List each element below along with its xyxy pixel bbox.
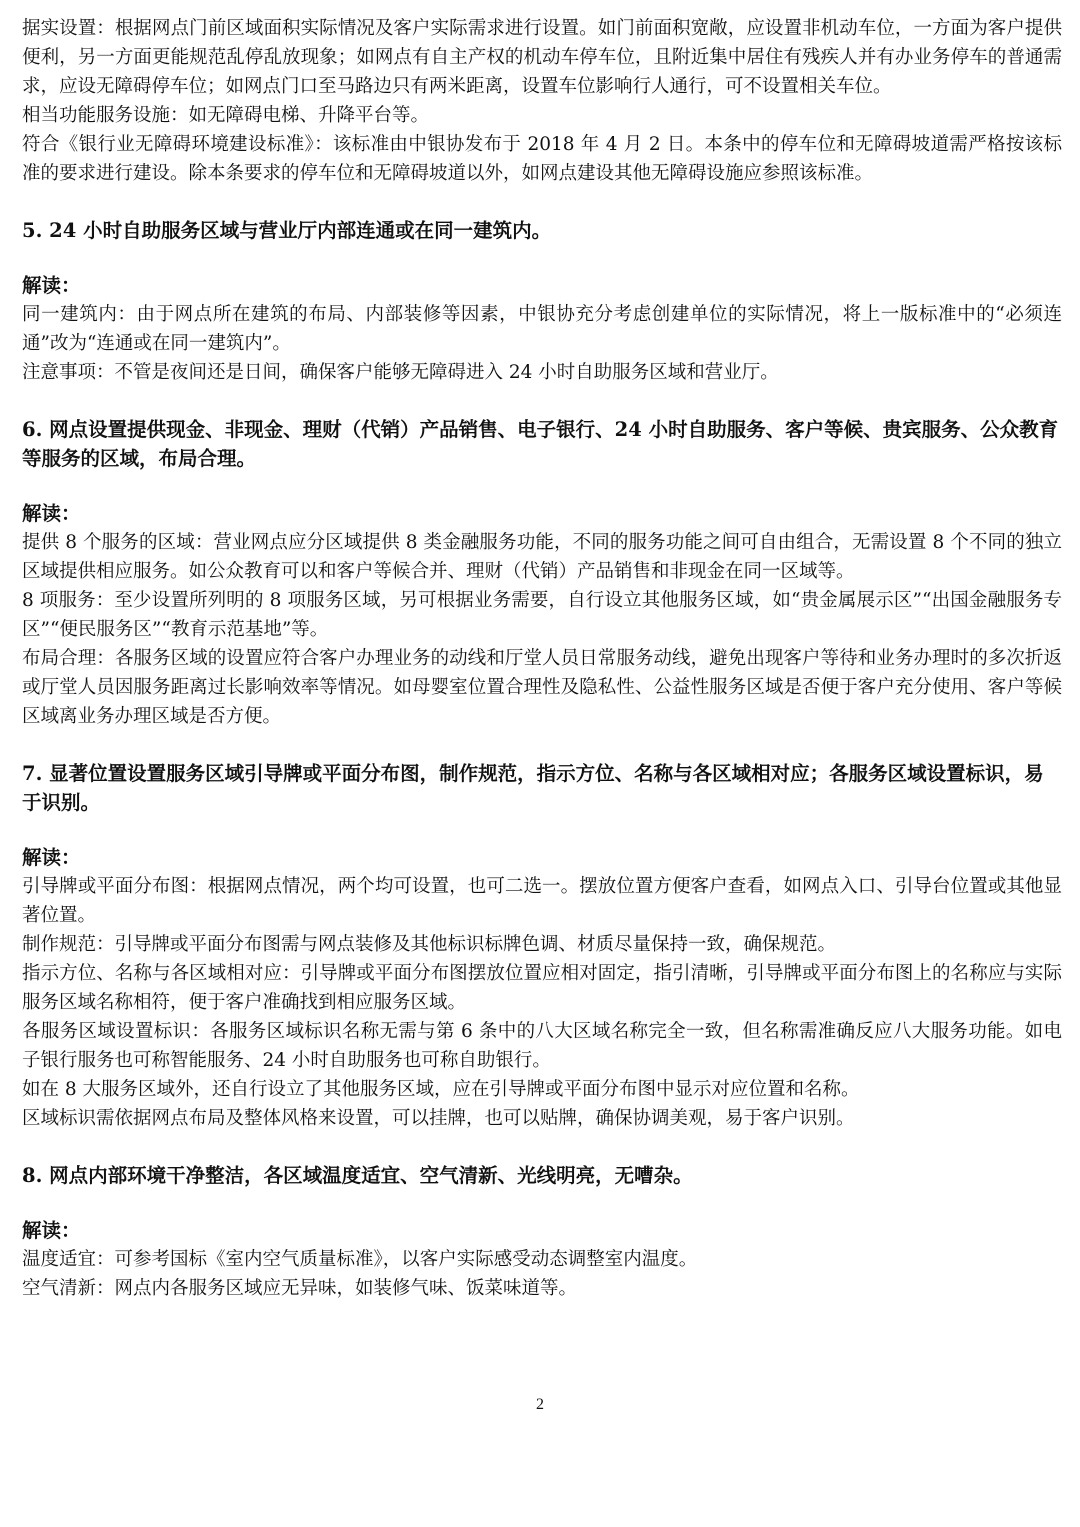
section-8: [22, 1161, 1062, 1303]
paragraph: 各服务区域设置标识：各服务区域标识名称无需与第 6 条中的八大区域名称完全一致，但名称需准确反应八大服务功能。如电子银行服务也可称智能服务、24 小时自助服务也可称自助银行。: [22, 1021, 1062, 1071]
paragraph: 温度适宜：可参考国标《室内空气质量标准》，以客户实际感受动态调整室内温度。: [22, 1249, 698, 1270]
section-heading: 6. 网点设置提供现金、非现金、理财（代销）产品销售、电子银行、24 小时自助服务、客户等候、贵宾服务、公众教育等服务的区域，布局合理。: [22, 418, 1059, 470]
paragraph: 提供 8 个服务的区域：营业网点应分区域提供 8 类金融服务功能，不同的服务功能之间可自由组合，无需设置 8 个不同的独立区域提供相应服务。如公众教育可以和客户等候合并、理财（代销）产品销售和非现金在同一区域等。: [22, 532, 1062, 582]
paragraph: 空气清新：网点内各服务区域应无异味，如装修气味、饭菜味道等。: [22, 1278, 578, 1299]
paragraph: 据实设置：根据网点门前区域面积实际情况及客户实际需求进行设置。如门前面积宽敞，应设置非机动车位，一方面为客户提供便利，另一方面更能规范乱停乱放现象；如网点有自主产权的机动车停车位，且附近集中居住有残疾人并有办业务停车的普通需求，应设无障碍停车位；如网点门口至马路边只有两米距离，设置车位影响行人通行，可不设置相关车位。: [22, 18, 1062, 97]
paragraph: 如在 8 大服务区域外，还自行设立了其他服务区域，应在引导牌或平面分布图中显示对应位置和名称。: [22, 1079, 860, 1100]
paragraph: 相当功能服务设施：如无障碍电梯、升降平台等。: [22, 105, 430, 126]
interpretation-label: 解读：: [22, 846, 81, 869]
section-5: [22, 216, 1062, 387]
paragraph: 符合《银行业无障碍环境建设标准》：该标准由中银协发布于 2018 年 4 月 2 日。本条中的停车位和无障碍坡道需严格按该标准的要求进行建设。除本条要求的停车位和无障碍坡道以外，如网点建设其他无障碍设施应参照该标准。: [22, 134, 1062, 184]
paragraph: 指示方位、名称与各区域相对应：引导牌或平面分布图摆放位置应相对固定，指引清晰，引导牌或平面分布图上的名称应与实际服务区域名称相符，便于客户准确找到相应服务区域。: [22, 963, 1062, 1013]
interpretation-label: 解读：: [22, 274, 81, 297]
section-6: [22, 415, 1062, 731]
interpretation-label: 解读：: [22, 502, 81, 525]
paragraph: 注意事项：不管是夜间还是日间，确保客户能够无障碍进入 24 小时自助服务区域和营业厅。: [22, 362, 779, 383]
page-number: 2: [536, 1396, 544, 1413]
paragraph: 区域标识需依据网点布局及整体风格来设置，可以挂牌，也可以贴牌，确保协调美观，易于客户识别。: [22, 1108, 855, 1129]
paragraph: 布局合理：各服务区域的设置应符合客户办理业务的动线和厅堂人员日常服务动线，避免出现客户等待和业务办理时的多次折返或厅堂人员因服务距离过长影响效率等情况。如母婴室位置合理性及隐私性、公益性服务区域是否便于客户充分使用、客户等候区域离业务办理区域是否方便。: [22, 648, 1062, 727]
paragraph: 8 项服务：至少设置所列明的 8 项服务区域，另可根据业务需要，自行设立其他服务区域，如“贵金属展示区”“出国金融服务专区”“便民服务区”“教育示范基地”等。: [22, 590, 1062, 640]
section-heading: 8. 网点内部环境干净整洁，各区域温度适宜、空气清新、光线明亮，无嘈杂。: [22, 1164, 693, 1187]
interpretation-label: 解读：: [22, 1219, 81, 1242]
section-7: [22, 759, 1062, 1133]
paragraph: 制作规范：引导牌或平面分布图需与网点装修及其他标识标牌色调、材质尽量保持一致，确保规范。: [22, 934, 837, 955]
section-heading: 5. 24 小时自助服务区域与营业厅内部连通或在同一建筑内。: [22, 219, 552, 242]
paragraph: 引导牌或平面分布图：根据网点情况，两个均可设置，也可二选一。摆放位置方便客户查看，如网点入口、引导台位置或其他显著位置。: [22, 876, 1062, 926]
intro-block: [22, 14, 1062, 188]
document-page: [22, 14, 1062, 1303]
paragraph: 同一建筑内：由于网点所在建筑的布局、内部装修等因素，中银协充分考虑创建单位的实际情况，将上一版标准中的“必须连通”改为“连通或在同一建筑内”。: [22, 304, 1062, 354]
section-heading: 7. 显著位置设置服务区域引导牌或平面分布图，制作规范，指示方位、名称与各区域相对应；各服务区域设置标识，易于识别。: [22, 762, 1044, 814]
